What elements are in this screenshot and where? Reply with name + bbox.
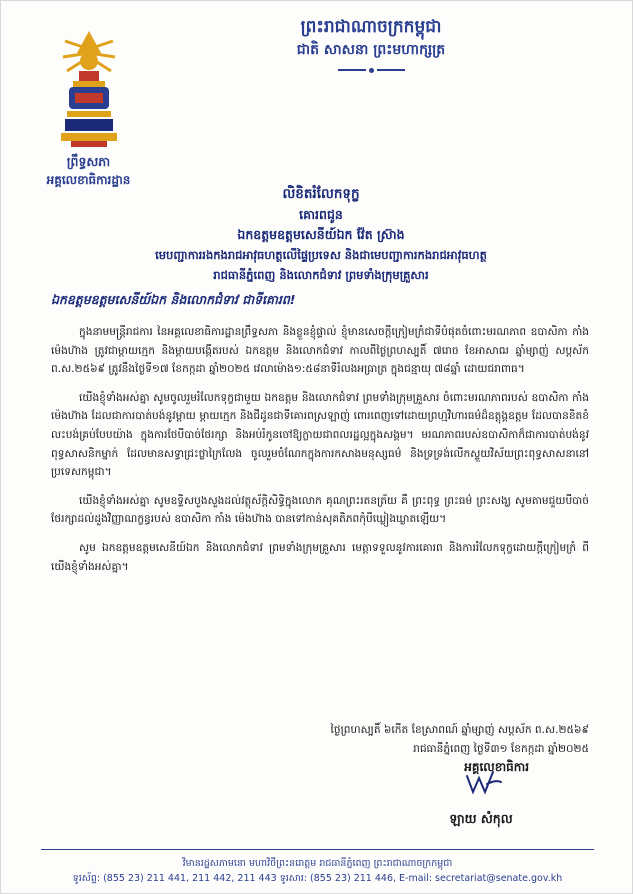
- organization-name: ព្រឹទ្ធសភា: [66, 154, 111, 169]
- letter-type: លិខិតរំលែកទុក្ខ: [282, 186, 360, 202]
- addressed-to: គោរពជូន: [299, 207, 343, 222]
- letter-titles: [61, 184, 581, 285]
- ornament-divider: [326, 63, 416, 77]
- body-paragraph: សូម ឯកឧត្ដមឧត្ដមសេនីយ៍ឯក និងលោកជំទាវ ព្រមទាំងក្រុមគ្រួសារ មេត្ដាទទួលនូវការគោរព និងការរំលែកទុក្ខដោយក្ដីក្រៀមក្រំ ពីយើងខ្ញុំទាំងអស់គ្នា។: [51, 541, 589, 573]
- salutation: ឯកឧត្ដមឧត្ដមសេនីយ៍ឯក និងលោកជំទាវ ជាទីគោរព!: [51, 292, 296, 307]
- department-name: អគ្គលេខាធិការដ្ឋាន: [46, 173, 131, 187]
- body-paragraph: យើងខ្ញុំទាំងអស់គ្នា សូមឧទ្ទិសបួងសួងដល់វត្ថុស័ក្ដិសិទ្ធិក្នុងលោក គុណព្រះរតនត្រ័យ គឺ ព្រះពុទ្ធ ព្រះធម៌ ព្រះសង្ឃ សូមតាមជួយបីបាច់ថែរក្សាដល់ដួងវិញ្ញាណក្ខន្ធរបស់ ឧបាសិកា កាំង ម៉េងហ៊ាង បានទៅកាន់សុគតិភពកុំបីឃ្លៀងឃ្លាតឡើយ។: [51, 494, 589, 526]
- footer-contact: ទូរស័ព្ទ: (855 23) 211 441, 211 442, 211 443 ទូរសារ: (855 23) 211 446, E-mail: secretariat@senate.gov.kh: [72, 873, 563, 884]
- footer-address: វិមានរដ្ឋសភាមនោ មហាវិថីព្រះនរោត្តម រាជធានីភ្នំពេញ ព្រះរាជាណាចក្រកម្ពុជា: [182, 858, 453, 869]
- handwritten-signature-icon: [463, 768, 503, 798]
- letter-body: [51, 323, 589, 586]
- recipient-role-2: រាជធានីភ្នំពេញ និងលោកជំទាវ ព្រមទាំងក្រុមគ្រួសារ: [213, 268, 429, 282]
- closing-block: [51, 721, 589, 777]
- recipient-name: ឯកឧត្ដមឧត្ដមសេនីយ៍ឯក វ៉ែត ស្រ៊ាង: [237, 227, 405, 242]
- senate-emblem-icon: [61, 31, 117, 149]
- kingdom-header: [161, 15, 581, 77]
- lunar-date: ថ្ងៃព្រហស្បតិ៍ ៦កើត ខែស្រាពណ៍ ឆ្នាំម្សាញ់ សប្ដស័ក ព.ស.២៥៦៩: [330, 724, 589, 736]
- signer-name: ឡាយ សំកុល: [449, 811, 513, 826]
- letterhead-footer: [41, 849, 594, 886]
- body-paragraph: យើងខ្ញុំទាំងអស់គ្នា សូមចូលរួមរំលែកទុក្ខជាមួយ ឯកឧត្ដម និងលោកជំទាវ ព្រមទាំងក្រុមគ្រួសារ ចំពោះមរណភាពរបស់ ឧបាសិកា កាំង ម៉េងហ៊ាង ដែលជាការបាត់បង់នូវម្ដាយ ម្ដាយក្មេក និងជីដូនជាទីគោរពស្រឡាញ់ ពោរពេញទៅដោយព្រហ្មវិហារធម៌ដ៏ឧត្ដុង្គឧត្ដម ដែលបានខិតខំលះបង់គ្រប់បែបយ៉ាង ក្នុងការថែបីបាច់ថែរក្សា និងអប់រំកូនចៅឱ្យក្លាយជាពលរដ្ឋល្អក្នុងសង្គម។ មរណភាពរបស់ឧបាសិកាក៏ជាការបាត់បង់នូវពុទ្ធសាសនិកម្នាក់ ដែលមានសទ្ធាជ្រះថ្លាក្រៃលែង ចូលរួមចំណែកក្នុងការកសាងមនុស្សធម៌ និងទ្រទ្រង់លើកស្ទួយវិស័យព្រះពុទ្ធសាសនានៅប្រទេសកម្ពុជា។: [51, 391, 589, 479]
- body-paragraph: ក្នុងនាមមន្ដ្រីរាជការ នៃអគ្គលេខាធិការដ្ឋានព្រឹទ្ធសភា និងខ្លួនខ្ញុំផ្ទាល់ ខ្ញុំមានសេចក្ដីក្រៀមក្រំជាទីបំផុតចំពោះមរណភាព ឧបាសិកា កាំង ម៉េងហ៊ាង ត្រូវជាម្ដាយក្មេក និងម្ដាយបង្កើតរបស់ ឯកឧត្ដម និងលោកជំទាវ កាលពីថ្ងៃព្រហស្បតិ៍ ៧រោច ខែអាសាឍ ឆ្នាំម្សាញ់ សប្ដស័ក ព.ស.២៥៦៩ ត្រូវនឹងថ្ងៃទី១៧ ខែកក្កដា ឆ្នាំ២០២៥ វេលាម៉ោង១:៥៨នាទីរំលងអធ្រាត្រ ក្នុងជន្មាយុ ៧៨ឆ្នាំ ដោយជរាពាធ។: [51, 326, 589, 376]
- place-date: រាជធានីភ្នំពេញ ថ្ងៃទី៣១ ខែកក្កដា ឆ្នាំ២០២៥: [413, 742, 589, 755]
- national-motto: ជាតិ សាសនា ព្រះមហាក្សត្រ: [296, 42, 446, 58]
- signer-role: អគ្គលេខាធិការ: [464, 760, 529, 775]
- recipient-role: មេបញ្ជាការរងកងរាជអាវុធហត្ថលើផ្ទៃប្រទេស និងជាមេបញ្ជាការកងរាជអាវុធហត្ថ: [155, 248, 487, 262]
- kingdom-name: ព្រះរាជាណាចក្រកម្ពុជា: [300, 17, 442, 37]
